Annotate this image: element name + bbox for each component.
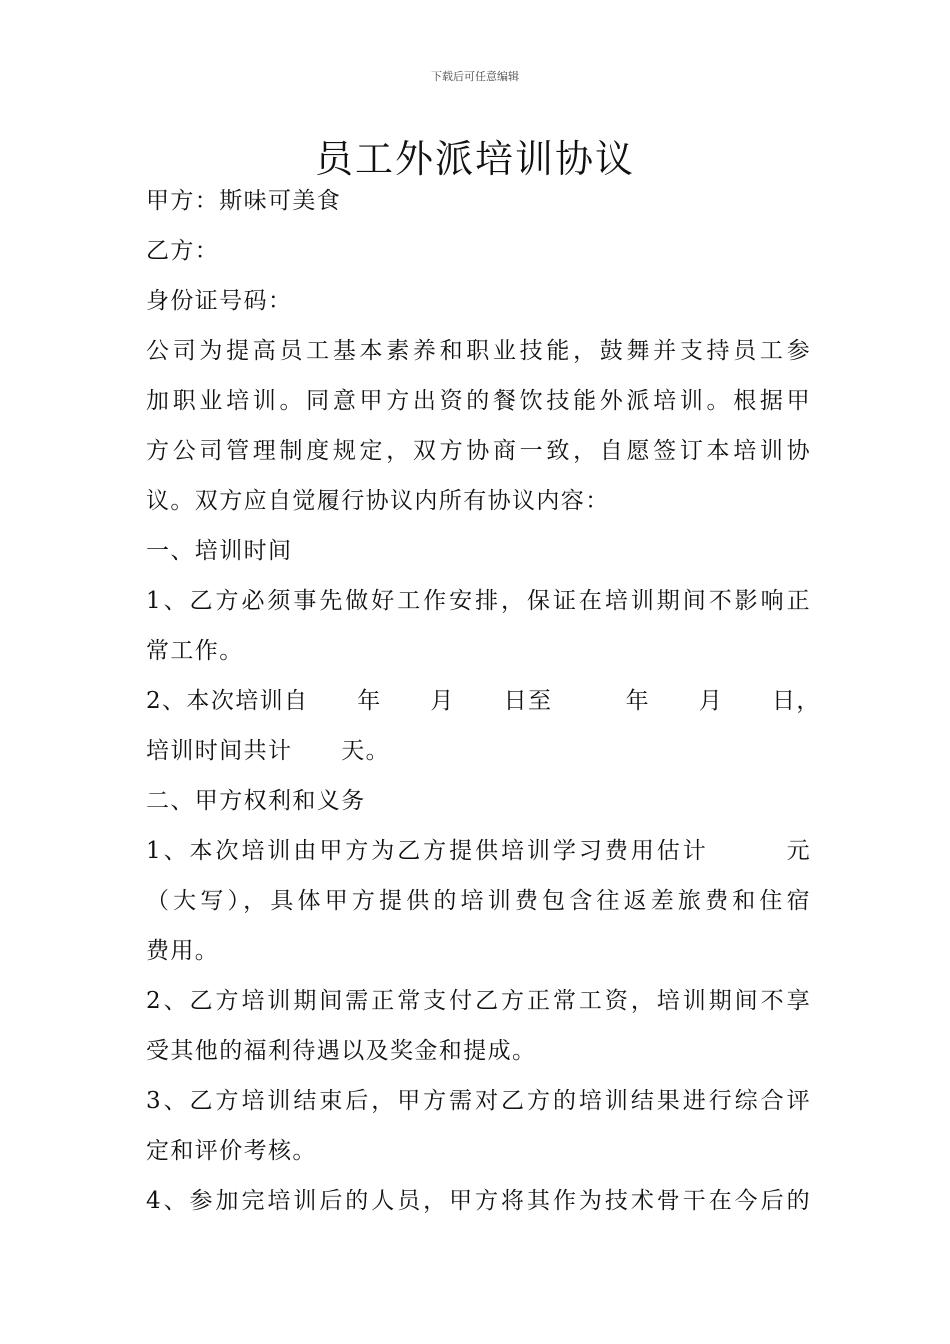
body-line: 定和评价考核。 xyxy=(146,1138,317,1164)
body-line: 乙方： xyxy=(146,238,220,264)
body-line: 加职业培训。同意甲方出资的餐饮技能外派培训。根据甲 xyxy=(146,388,811,414)
body-line: 一、培训时间 xyxy=(146,538,293,564)
body-line: 4、参加完培训后的人员，甲方将其作为技术骨干在今后的 xyxy=(146,1188,811,1214)
header-note: 下载后可任意编辑 xyxy=(431,70,519,83)
body-line: 常工作。 xyxy=(146,638,244,664)
body-line: 公司为提高员工基本素养和职业技能，鼓舞并支持员工参 xyxy=(146,338,811,364)
body-line: 1、本次培训由甲方为乙方提供培训学习费用估计 元 xyxy=(146,838,811,864)
body-line: 费用。 xyxy=(146,938,220,964)
body-line: 受其他的福利待遇以及奖金和提成。 xyxy=(146,1038,537,1064)
body-line: 方公司管理制度规定，双方协商一致，自愿签订本培训协 xyxy=(146,438,811,464)
body-line: 2、本次培训自 年 月 日至 年 月 日， xyxy=(146,688,821,714)
body-line: 培训时间共计 天。 xyxy=(146,738,390,764)
body-line: 2、乙方培训期间需正常支付乙方正常工资，培训期间不享 xyxy=(146,988,811,1014)
body-line: 议。双方应自觉履行协议内所有协议内容： xyxy=(146,488,610,514)
body-line: 甲方：斯味可美食 xyxy=(146,188,342,214)
body-line: 二、甲方权利和义务 xyxy=(146,788,366,814)
body-line: 身份证号码： xyxy=(146,288,293,314)
body-line: 3、乙方培训结束后，甲方需对乙方的培训结果进行综合评 xyxy=(146,1088,811,1114)
document-body xyxy=(146,176,821,1226)
body-line: （大写），具体甲方提供的培训费包含往返差旅费和住宿 xyxy=(146,888,811,914)
document-title: 员工外派培训协议 xyxy=(314,137,635,181)
body-line: 1、乙方必须事先做好工作安排，保证在培训期间不影响正 xyxy=(146,588,811,614)
